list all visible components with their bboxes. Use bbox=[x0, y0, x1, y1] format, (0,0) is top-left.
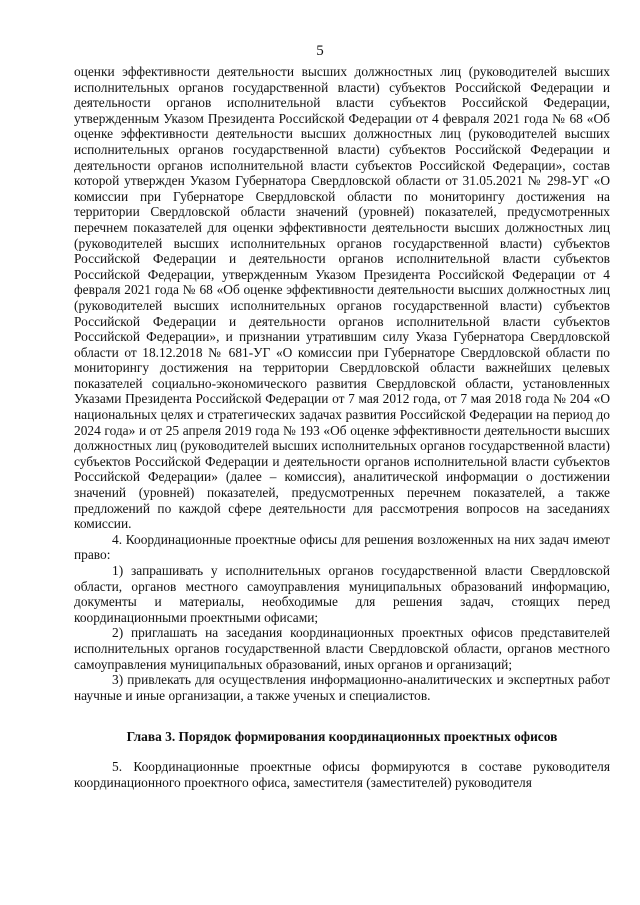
paragraph-4-item-3: 3) привлекать для осуществления информационно-аналитических и экспертных работ научные и иные организации, а также ученых и специалистов. bbox=[74, 672, 610, 703]
paragraph-4-item-2: 2) приглашать на заседания координационных проектных офисов представителей исполнительных органов государственной власти Свердловской области, органов местного самоуправления муниципальных образований, иных органов и организаций; bbox=[74, 625, 610, 672]
document-body bbox=[74, 64, 610, 790]
paragraph-4-item-1: 1) запрашивать у исполнительных органов государственной власти Свердловской области, органов местного самоуправления муниципальных образований информацию, документы и материалы, необходимые для решения задач, стоящих перед координационными проектными офисами; bbox=[74, 563, 610, 625]
paragraph-4: 4. Координационные проектные офисы для решения возложенных на них задач имеют право: bbox=[74, 531, 610, 563]
page-number: 5 bbox=[316, 43, 324, 59]
paragraph-5: 5. Координационные проектные офисы формируются в составе руководителя координационного проектного офиса, заместителя (заместителей) руководителя bbox=[74, 758, 610, 790]
chapter-3-heading: Глава 3. Порядок формирования координационных проектных офисов bbox=[126, 729, 558, 745]
paragraph-continuation: оценки эффективности деятельности высших должностных лиц (руководителей высших исполнительных органов государственной власти) субъектов Российской Федерации и деятельности органов исполнительной власти субъектов Российской Федерации, утвержденным Указом Президента Российской Федерации от 4 февраля 2021 года № 68 «Об оценке эффективности деятельности высших должностных лиц (руководителей высших исполнительных органов государственной власти) субъектов Российской Федерации и деятельности органов исполнительной власти субъектов Российской Федерации», состав которой утвержден Указом Губернатора Свердловской области от 31.05.2021 № 298-УГ «О комиссии при Губернаторе Свердловской области по мониторингу достижения на территории Свердловской области значений (уровней) показателей, предусмотренных перечнем показателей для оценки эффективности деятельности высших должностных лиц (руководителей высших исполнительных органов государственной власти) субъектов Российской Федерации и деятельности органов исполнительной власти субъектов Российской Федерации, утвержденным Указом Президента Российской Федерации от 4 февраля 2021 года № 68 «Об оценке эффективности деятельности высших должностных лиц (руководителей высших исполнительных органов государственной власти) субъектов Российской Федерации и деятельности органов исполнительной власти субъектов Российской Федерации», и признании утратившим силу Указа Губернатора Свердловской области от 18.12.2018 № 681-УГ «О комиссии при Губернаторе Свердловской области по мониторингу достижения на территории Свердловской области важнейших целевых показателей социально-экономического развития Свердловской области, установленных Указами Президента Российской Федерации от 7 мая 2012 года, от 7 мая 2018 года № 204 «О национальных целях и стратегических задачах развития Российской Федерации на период до 2024 года» и от 25 апреля 2019 года № 193 «Об оценке эффективности деятельности высших должностных лиц (руководителей высших исполнительных органов государственной власти) субъектов Российской Федерации и деятельности органов исполнительной власти субъектов Российской Федерации» (далее – комиссия), аналитической информации о достижении значений (уровней) показателей, предусмотренных перечнем показателей, а также предложений по каждой сфере деятельности для рассмотрения вопросов на заседаниях комиссии. bbox=[74, 64, 610, 532]
